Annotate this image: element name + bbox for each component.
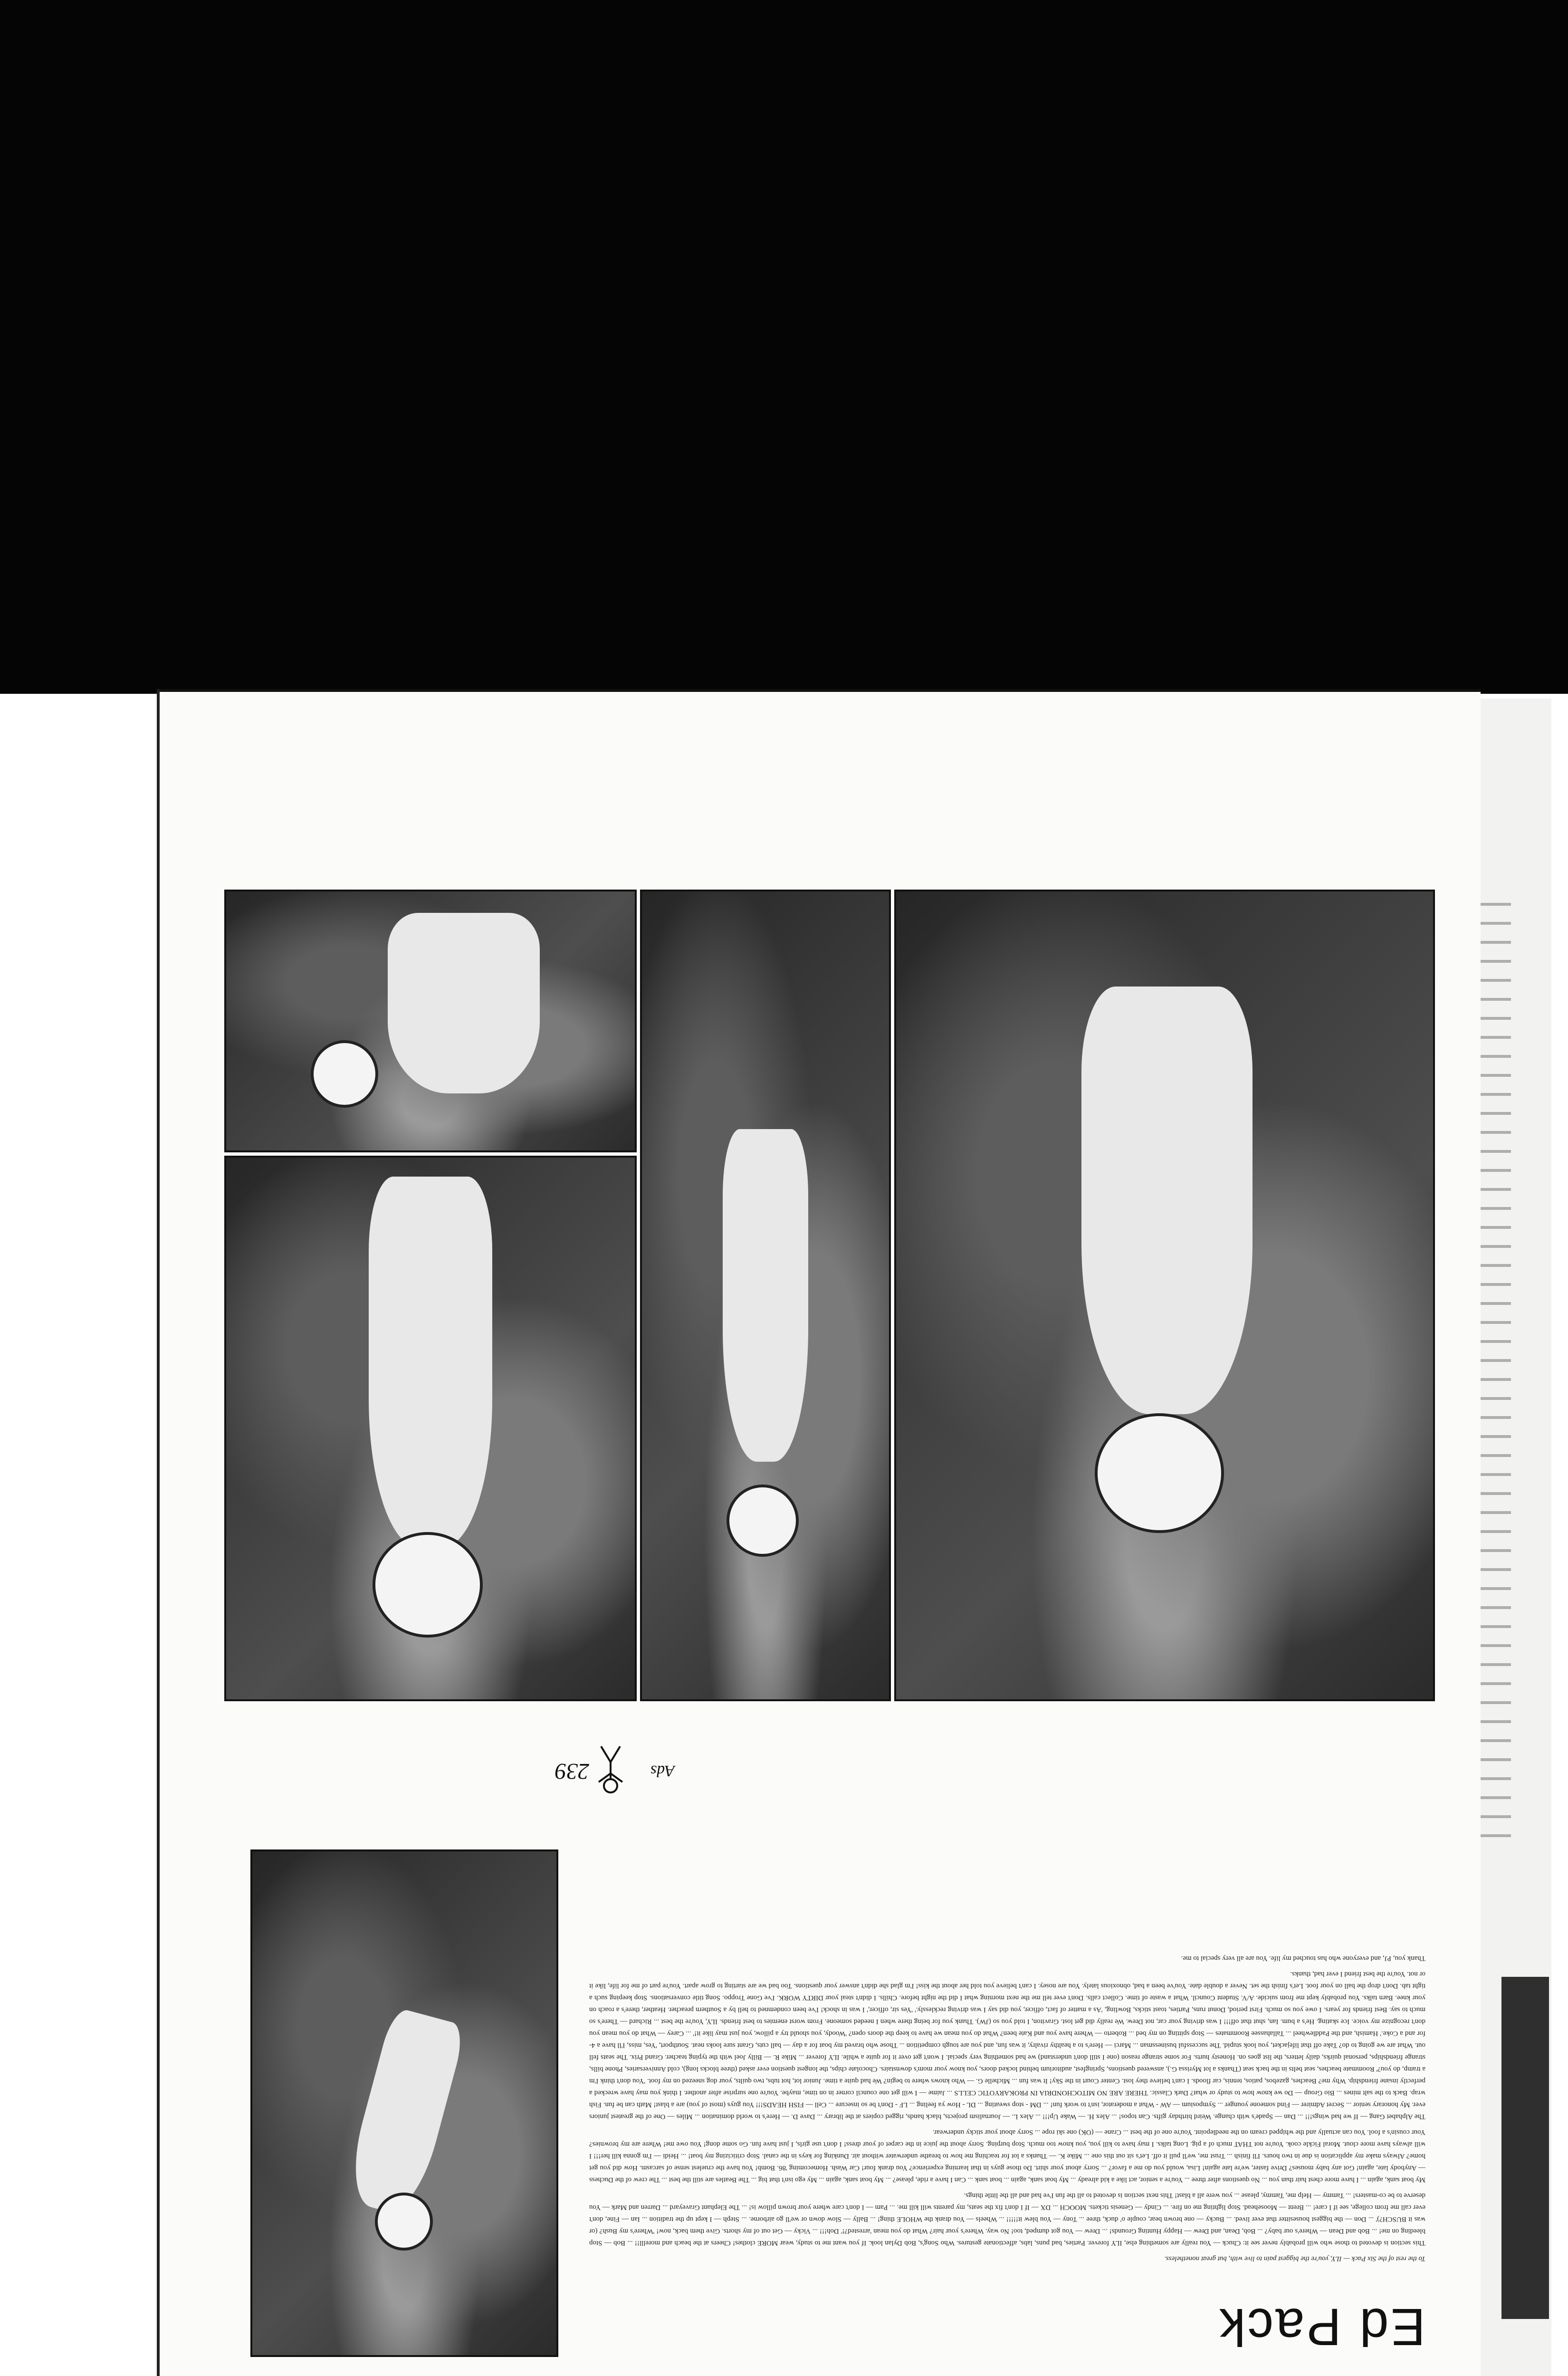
paragraph-thanks: Thank you, PJ, and everyone who has touched my life. You are all very special to me.	[1181, 1954, 1425, 1962]
stick-figure-icon	[594, 1744, 627, 1796]
page-number: 239	[555, 1759, 589, 1784]
paragraph-boat: My boat sank, again ... I have more chest hair than you ... No questions after three ... You're a senior, act like a kid already ... My boat sank, again ... boat sank ... Can I have a ride, please? ... My boat sank, again ... My ego isn't that big ... The Beatles are still the best ... The crew of the Duchess — Anybody late, again! Got any baby mouses? Drive faster, we're late again! Lisa, would you do me a favor? ... Sorry about your shirt. Do those guys in that learning experience? You drank four! Car Wash. Homecoming '86. Bomb! You have the cruelest sense of sarcasm. How did you get home? Always make my application is due in two hours. I'll finish ... Trust me, we'll pull it off. Let's sit out this one ... Mike K. — Thanks a lot for teaching me how to breathe underwater without air. Dunking for keys in the canal. Stop criticizing my boat! ... Heidi — I'm gonna kill her!!! I will always have more clout. Moral Fickle cook. You're not THAT much of a pig. Long talks. I may have to kill you, you know too much. Stop burping. Sorry about the juice in the carpet of your dress! I don't use girls, I just have fun. Go some dong! You owe me! Where are my brownies? Your cousin's a fool. You can actually and the whipped cream on the needlepoint. You're one of the best ... Crane — (OK) one ski rope ... Sorry about your sticky underwear.	[589, 2128, 1425, 2184]
paragraph-dedications: This section is devoted to those who will probably never see it: Chuck — You really are something else, ILY forever. Parties, bad puns, labs, affectionate gestures. Who Song's, Bob Dylan look. If you want me to study, wear MORE clothes! Cheers at the beach and morelll!! ... Bob — Stop bleeding on me! ... Bob and Dean — Where's our baby? ... Bob, Dean, and Drew — Happy Hunting Grounds! ... Drew — You got dumped, too! No way. Where's your hair? What do you mean 'arrested?!' Doh!!! ... Vicky — Get out of my shorts. Give them back, now! 'Where's my Bush? (or was it BUSCH?)' ... Don — the biggest housesitter that ever lived. ... Bucky — one brown bear, couple o' duck, three ... Tony — You blew it!!!!! ... Wheels — You drank the WHOLE thing! ... Bally — Slow down or we'll go airborne. ... Steph — I kept up the tradition ... Ian — Fine, don't ever call me from college, see if I care! ... Brent — Moosehead. Stop lighting me on fire. ... Cindy — Genesis tickets. MOOCH ... DX — If I don't fix the seats, my parents will kill me. ... Pam — I don't care where your brown pillow is! ... The Elephant Graveyard ... Darren and Mark — You deserve to be co-masters! ... Tammy — Help me, Tammy, please ... you were all a blast! This next section is devoted to all the fun I've had and all the little things.	[589, 2192, 1425, 2247]
caver-in-crevice-photo	[640, 890, 891, 1701]
caver-portrait-photo	[224, 1156, 637, 1701]
page-title: Ed Pack	[1217, 2298, 1425, 2356]
caver-descending-photo	[250, 1849, 558, 2357]
body-text	[589, 1808, 1425, 2264]
caver-smiling-photo	[894, 890, 1435, 1701]
section-label: Ads	[650, 1762, 675, 1780]
scan-background-top	[0, 0, 1568, 694]
caver-climbing-photo	[224, 890, 637, 1152]
paragraph-friends: The Alphabet Gang — If we had wings!!! ... Dan — Spade's with change. Weird birthday gifts. Can topos! ... Alex H. — Wake Up!!! ... Alex L. — Journalism projects, black hands, rigged copiers at the library ... Dave D. — Here's to world domination ... Miles — One of the greatest juniors ever. My honorary senior ... Secret Admirer — Find someone younger ... Symposium — AW - What a moderator, isn't to work fun! ... DM - stop sweating ... DL - How ya feeling ... LF - Don't be so insecure ... Cell — FISH HEADS!!! You guys (most of you) are a blast! Math can be fun. Fish wrap. Back to the salt mines ... Bio Group — Do we know how to study or what? Dark Classic. THERE ARE NO MITOCHONDRIA IN PROKARYOTIC CELLS ... Jaime — I will get one council corner in on time, maybe. You're one surprise after another. I think you may have wrecked a perfectly insane friendship. Why me? Beaches, gazebos, patios, tennis, car floods. I can't believe they lost. Center Court in the Sky! It was fun ... Michelle G. — Who knows where to begin? We had quite a time. Junior lot, hot tubs, two quilts, your dog sneezed on my foot. 'You don't think I'm a tramp, do you?' Roommate beaches, seat belts in the back seat (Thanks a lot Myrissa G.), answered questions, Springfest, auditorium behind locked doors, you know your mom's downstairs. Chocolate chips, the longest question ever asked (three blocks long), cold Anniversaries, Phone bills, strange friendships, personal quirks, daily letters, the list goes on. Honesty hurts. For some strange reason (one I still don't understand) we had something very special. I won't get over it for quite a while. ILY forever ... Mike R. — Billy Joel with the typing teacher. Grand Prix. The seats fell out. What are we going to do? Take off that lifejacket, you look stupid. The successful businessman ... Marci — Here's to a healthy rivalry, it was fun, and you are tough competition ... Those who braved my boat for a day — ball cuts, Grant sure looks neat. Southport, 'Yes, miss, I'll have a 4-for and a Coke.' Hamish, and the Paddlewheel ... Tallahassee Roommates — Stop spitting on my bed ... Roberto — Where have you and Kate been? What do you mean we have to keep the doors open? 'Woody, you should try a pillow, you just may like it!' ... Carey — What do you mean you don't recognize my voice. Ice skating. He's a bum. Ian, shut that off!!! I was driving your car, not Drew. We really did get lost. Graviton, I told you so (JW). Thank you for being there when I needed someone. From worst enemies to best friends. ILY, You're the best ... Richard — There's so much to say. Best friends for years. I owe you so much. First period, Donut runs, Parties, toast sticks, Bowling, 'As a matter of fact, officer, you did say I was driving recklessly.' 'Yes sir, officer,' I was in shock! I've been condemned to hell by a Southern preacher. Heather, there's a roach on your knee. Barn talks. You probably kept me from suicide. A/V. Student Council. What a waste of time. Collect calls. Don't ever tell me the next morning what I did the night before. Chills. I didn't steal your DIRTY WORK. I've Gone Troppo. Song title conversations. Stop keeping such a tight tab. Don't drop the ball on your foot. Let's finish the set. Never a double date. You've been a bad, obnoxious lately. You are nosey. I can't believe you told her about the kiss! I'm glad she didn't answer your questions. Too bad we are starting to grow apart. You're part of me for life, like it or not. You're the best friend I ever had, thanks.	[589, 1970, 1425, 2120]
paragraph-intro: To the rest of the Six Pack — ILY, you're the biggest pain to live with, but great nonetheless.	[1164, 2255, 1425, 2262]
rotated-page-content	[181, 713, 1454, 2376]
adjacent-page-photo-strip	[1501, 1977, 1549, 2319]
